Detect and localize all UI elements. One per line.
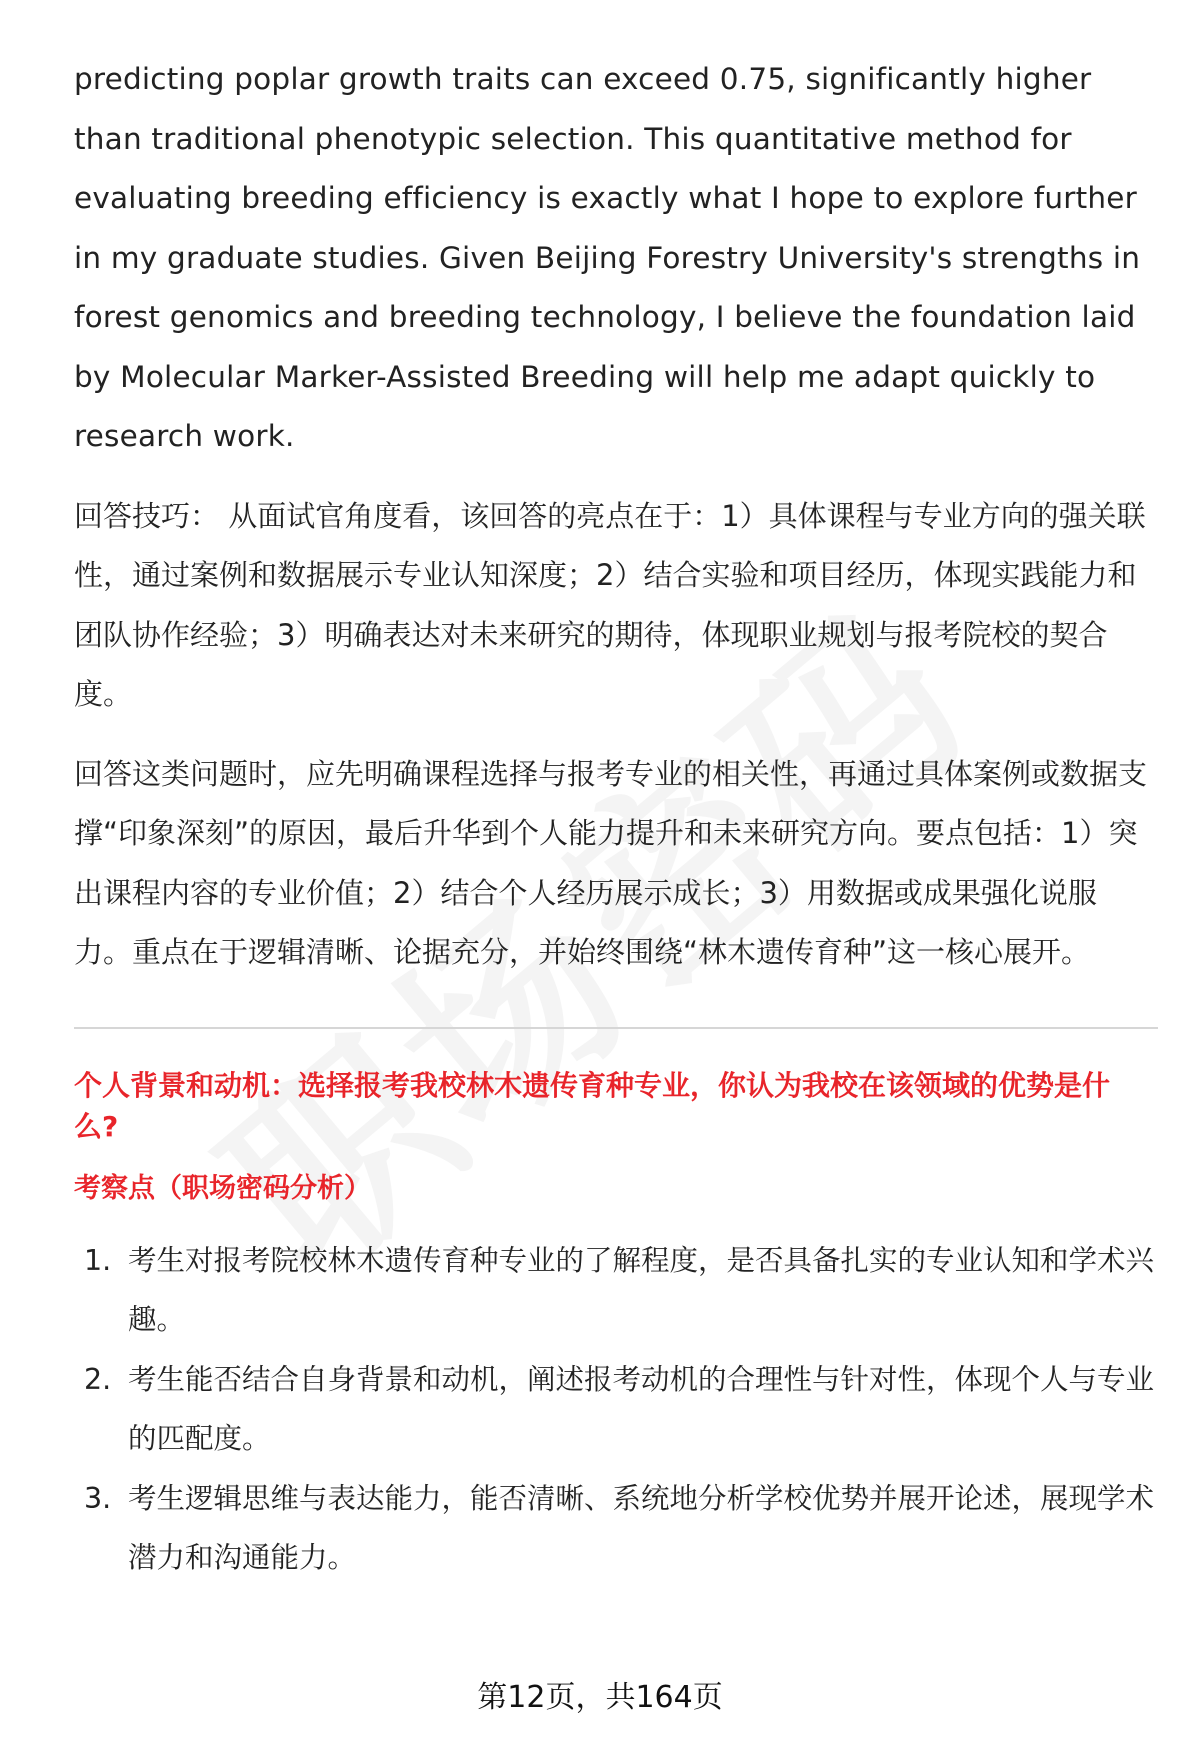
list-item-number: 1.: [84, 1243, 112, 1277]
list-item-text: 考生能否结合自身背景和动机，阐述报考动机的合理性与针对性，体现个人与专业的匹配度。: [128, 1362, 1155, 1455]
list-item-text: 考生对报考院校林木遗传育种专业的了解程度，是否具备扎实的专业认知和学术兴趣。: [128, 1243, 1155, 1336]
continuation-paragraph: predicting poplar growth traits can exceed 0.75, significantly higher than traditional phenotypic selection. This quantitative method for evaluating breeding efficiency is exactly what I hope to explore further in my graduate studies. Given Beijing Forestry University's strengths in forest genomics and breeding technology, I believe the foundation laid by Molecular Marker-Assisted Breeding will help me adapt quickly to research work.: [74, 62, 1141, 453]
assessment-points-heading: 考察点（职场密码分析）: [74, 1172, 371, 1204]
list-item-number: 2.: [84, 1362, 112, 1396]
question-heading: 个人背景和动机：选择报考我校林木遗传育种专业，你认为我校在该领域的优势是什么?: [74, 1068, 1111, 1143]
document-page: [74, 50, 1154, 1588]
list-item-number: 3.: [84, 1481, 112, 1515]
section-divider: [74, 1027, 1158, 1029]
page-number-footer: 第12页，共164页: [477, 1680, 723, 1715]
list-item: [74, 1469, 1154, 1588]
list-item: [74, 1350, 1154, 1469]
answer-tips-paragraph: 回答技巧： 从面试官角度看，该回答的亮点在于：1）具体课程与专业方向的强关联性，通过案例和数据展示专业认知深度；2）结合实验和项目经历，体现实践能力和团队协作经验；3）明确表达对未来研究的期待，体现职业规划与报考院校的契合度。: [74, 498, 1146, 711]
assessment-points-list: [74, 1231, 1154, 1588]
answer-method-paragraph: 回答这类问题时，应先明确课程选择与报考专业的相关性，再通过具体案例或数据支撑“印象深刻”的原因，最后升华到个人能力提升和未来研究方向。要点包括：1）突出课程内容的专业价值；2）结合个人经历展示成长；3）用数据或成果强化说服力。重点在于逻辑清晰、论据充分，并始终围绕“林木遗传育种”这一核心展开。: [74, 756, 1148, 969]
list-item: [74, 1231, 1154, 1350]
list-item-text: 考生逻辑思维与表达能力，能否清晰、系统地分析学校优势并展开论述，展现学术潜力和沟通能力。: [128, 1481, 1155, 1574]
